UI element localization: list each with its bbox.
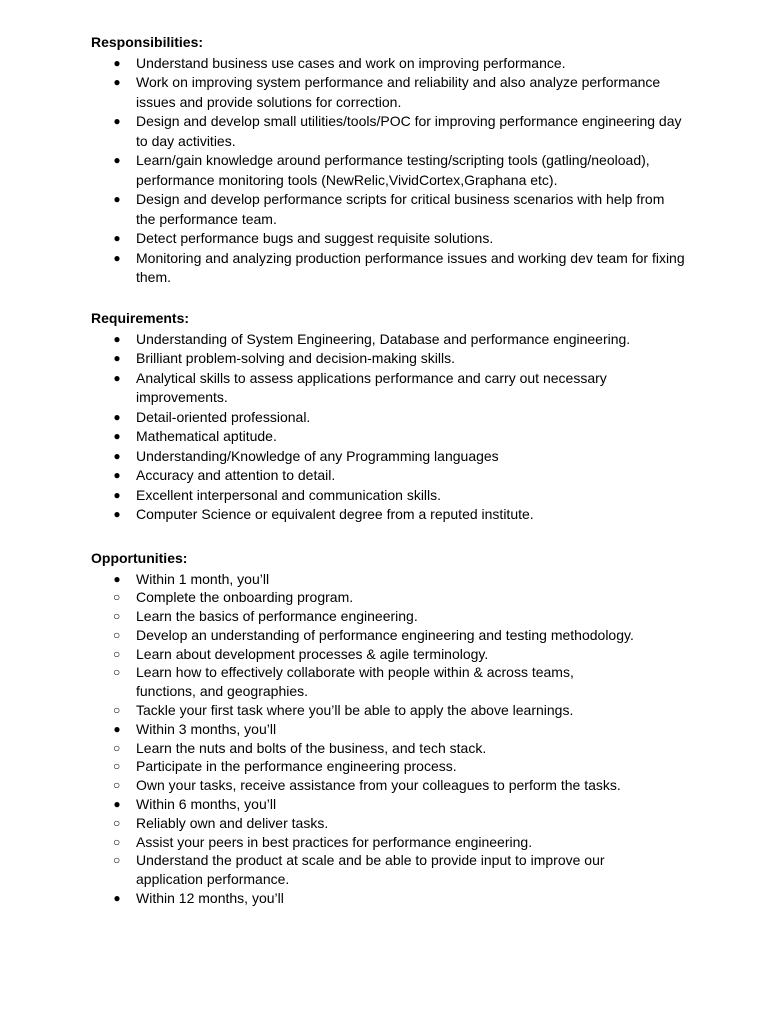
bullet-icon: ● bbox=[113, 114, 121, 128]
list-item: ● Accuracy and attention to detail. bbox=[91, 466, 691, 486]
group-label: Within 3 months, you’ll bbox=[136, 720, 277, 737]
bullet-icon: ● bbox=[113, 468, 121, 482]
sub-list-item: ○ Participate in the performance engineering process. bbox=[113, 758, 457, 775]
bullet-icon: ● bbox=[113, 192, 121, 206]
list-item: ● Detect performance bugs and suggest requisite solutions. bbox=[91, 229, 691, 249]
opportunity-group bbox=[91, 570, 691, 589]
sub-list-item: ○ Understand the product at scale and be able to provide input to improve our application performance. bbox=[113, 852, 605, 888]
sub-list-item: ○ Tackle your first task where you’ll be able to apply the above learnings. bbox=[113, 702, 574, 719]
opportunities-list bbox=[91, 570, 691, 908]
sub-list-item: ○ Complete the onboarding program. bbox=[113, 589, 354, 606]
responsibilities-heading: Responsibilities: bbox=[91, 34, 204, 50]
list-item: ● Design and develop performance scripts for critical business scenarios with help from the performance team. bbox=[91, 190, 691, 229]
list-item: ● Monitoring and analyzing production performance issues and working dev team for fixing them. bbox=[91, 249, 691, 288]
group-label: Within 6 months, you’ll bbox=[136, 796, 277, 813]
opportunities-section bbox=[91, 549, 691, 908]
requirements-list bbox=[91, 330, 691, 525]
group-label: Within 1 month, you’ll bbox=[136, 570, 270, 587]
requirements-heading: Requirements: bbox=[91, 310, 190, 326]
list-item: ● Computer Science or equivalent degree from a reputed institute. bbox=[91, 505, 691, 525]
bullet-icon: ● bbox=[113, 507, 121, 521]
sub-list-item: ○ Learn how to effectively collaborate with people within & across teams, functions, and geographies. bbox=[113, 664, 574, 700]
sub-list-item: ○ Learn the basics of performance engineering. bbox=[113, 608, 418, 625]
sub-list-item: ○ Reliably own and deliver tasks. bbox=[113, 814, 329, 831]
list-item: ● Brilliant problem-solving and decision-making skills. bbox=[91, 349, 691, 369]
opportunity-group bbox=[91, 720, 691, 739]
list-item: ● Learn/gain knowledge around performance testing/scripting tools (gatling/neoload), performance monitoring tools (NewRelic,VividCortex,Graphana etc). bbox=[91, 151, 691, 190]
sub-list-wrapper bbox=[91, 739, 691, 795]
sub-list-item: ○ Develop an understanding of performance engineering and testing methodology. bbox=[113, 626, 634, 643]
responsibilities-section bbox=[91, 33, 691, 288]
bullet-icon: ● bbox=[113, 487, 121, 502]
sub-list-item: ○ Learn the nuts and bolts of the business, and tech stack. bbox=[113, 739, 487, 756]
list-item: ● Analytical skills to assess applications performance and carry out necessary improvements. bbox=[91, 369, 691, 408]
bullet-icon: ● bbox=[113, 351, 121, 365]
bullet-icon: ● bbox=[113, 331, 121, 346]
bullet-icon: ● bbox=[113, 250, 121, 265]
sub-list bbox=[91, 588, 691, 720]
bullet-icon: ● bbox=[113, 370, 121, 385]
circle-bullet-icon: ○ bbox=[113, 609, 121, 624]
circle-bullet-icon: ○ bbox=[113, 759, 121, 774]
circle-bullet-icon: ○ bbox=[113, 646, 121, 661]
bullet-icon: ● bbox=[113, 231, 121, 245]
bullet-icon: ● bbox=[113, 429, 121, 443]
circle-bullet-icon: ○ bbox=[113, 815, 121, 830]
bullet-icon: ● bbox=[113, 571, 121, 586]
list-item: ● Design and develop small utilities/tools/POC for improving performance engineering day to day activities. bbox=[91, 112, 691, 151]
circle-bullet-icon: ○ bbox=[113, 627, 121, 642]
circle-bullet-icon: ○ bbox=[113, 834, 121, 849]
responsibilities-list bbox=[91, 54, 691, 288]
bullet-icon: ● bbox=[113, 448, 121, 463]
circle-bullet-icon: ○ bbox=[113, 740, 121, 755]
requirements-section bbox=[91, 309, 691, 525]
sub-list bbox=[91, 739, 691, 795]
bullet-icon: ● bbox=[113, 721, 121, 736]
circle-bullet-icon: ○ bbox=[113, 853, 121, 868]
sub-list-wrapper bbox=[91, 814, 691, 889]
sub-list-item: ○ Assist your peers in best practices for performance engineering. bbox=[113, 833, 533, 850]
sub-list-wrapper bbox=[91, 588, 691, 720]
sub-list bbox=[91, 814, 691, 889]
bullet-icon: ● bbox=[113, 153, 121, 167]
list-item: ● Work on improving system performance and reliability and also analyze performance issues and provide solutions for correction. bbox=[91, 73, 691, 112]
circle-bullet-icon: ○ bbox=[113, 703, 121, 718]
opportunity-group bbox=[91, 889, 691, 908]
circle-bullet-icon: ○ bbox=[113, 590, 121, 605]
list-item: ● Understanding/Knowledge of any Programming languages bbox=[91, 447, 691, 467]
list-item: ● Understand business use cases and work on improving performance. bbox=[91, 54, 691, 74]
bullet-icon: ● bbox=[113, 891, 121, 906]
bullet-icon: ● bbox=[113, 409, 121, 424]
list-item: ● Understanding of System Engineering, Database and performance engineering. bbox=[91, 330, 691, 350]
bullet-icon: ● bbox=[113, 55, 121, 70]
bullet-icon: ● bbox=[113, 75, 121, 89]
circle-bullet-icon: ○ bbox=[113, 665, 121, 680]
circle-bullet-icon: ○ bbox=[113, 778, 121, 793]
bullet-icon: ● bbox=[113, 797, 121, 812]
list-item: ● Excellent interpersonal and communication skills. bbox=[91, 486, 691, 506]
opportunity-group bbox=[91, 795, 691, 814]
group-label: Within 12 months, you’ll bbox=[136, 890, 284, 907]
list-item: ● Mathematical aptitude. bbox=[91, 427, 691, 447]
opportunities-heading: Opportunities: bbox=[91, 550, 188, 566]
sub-list-item: ○ Own your tasks, receive assistance from your colleagues to perform the tasks. bbox=[113, 777, 621, 794]
list-item: ● Detail-oriented professional. bbox=[91, 408, 691, 428]
sub-list-item: ○ Learn about development processes & agile terminology. bbox=[113, 645, 489, 662]
